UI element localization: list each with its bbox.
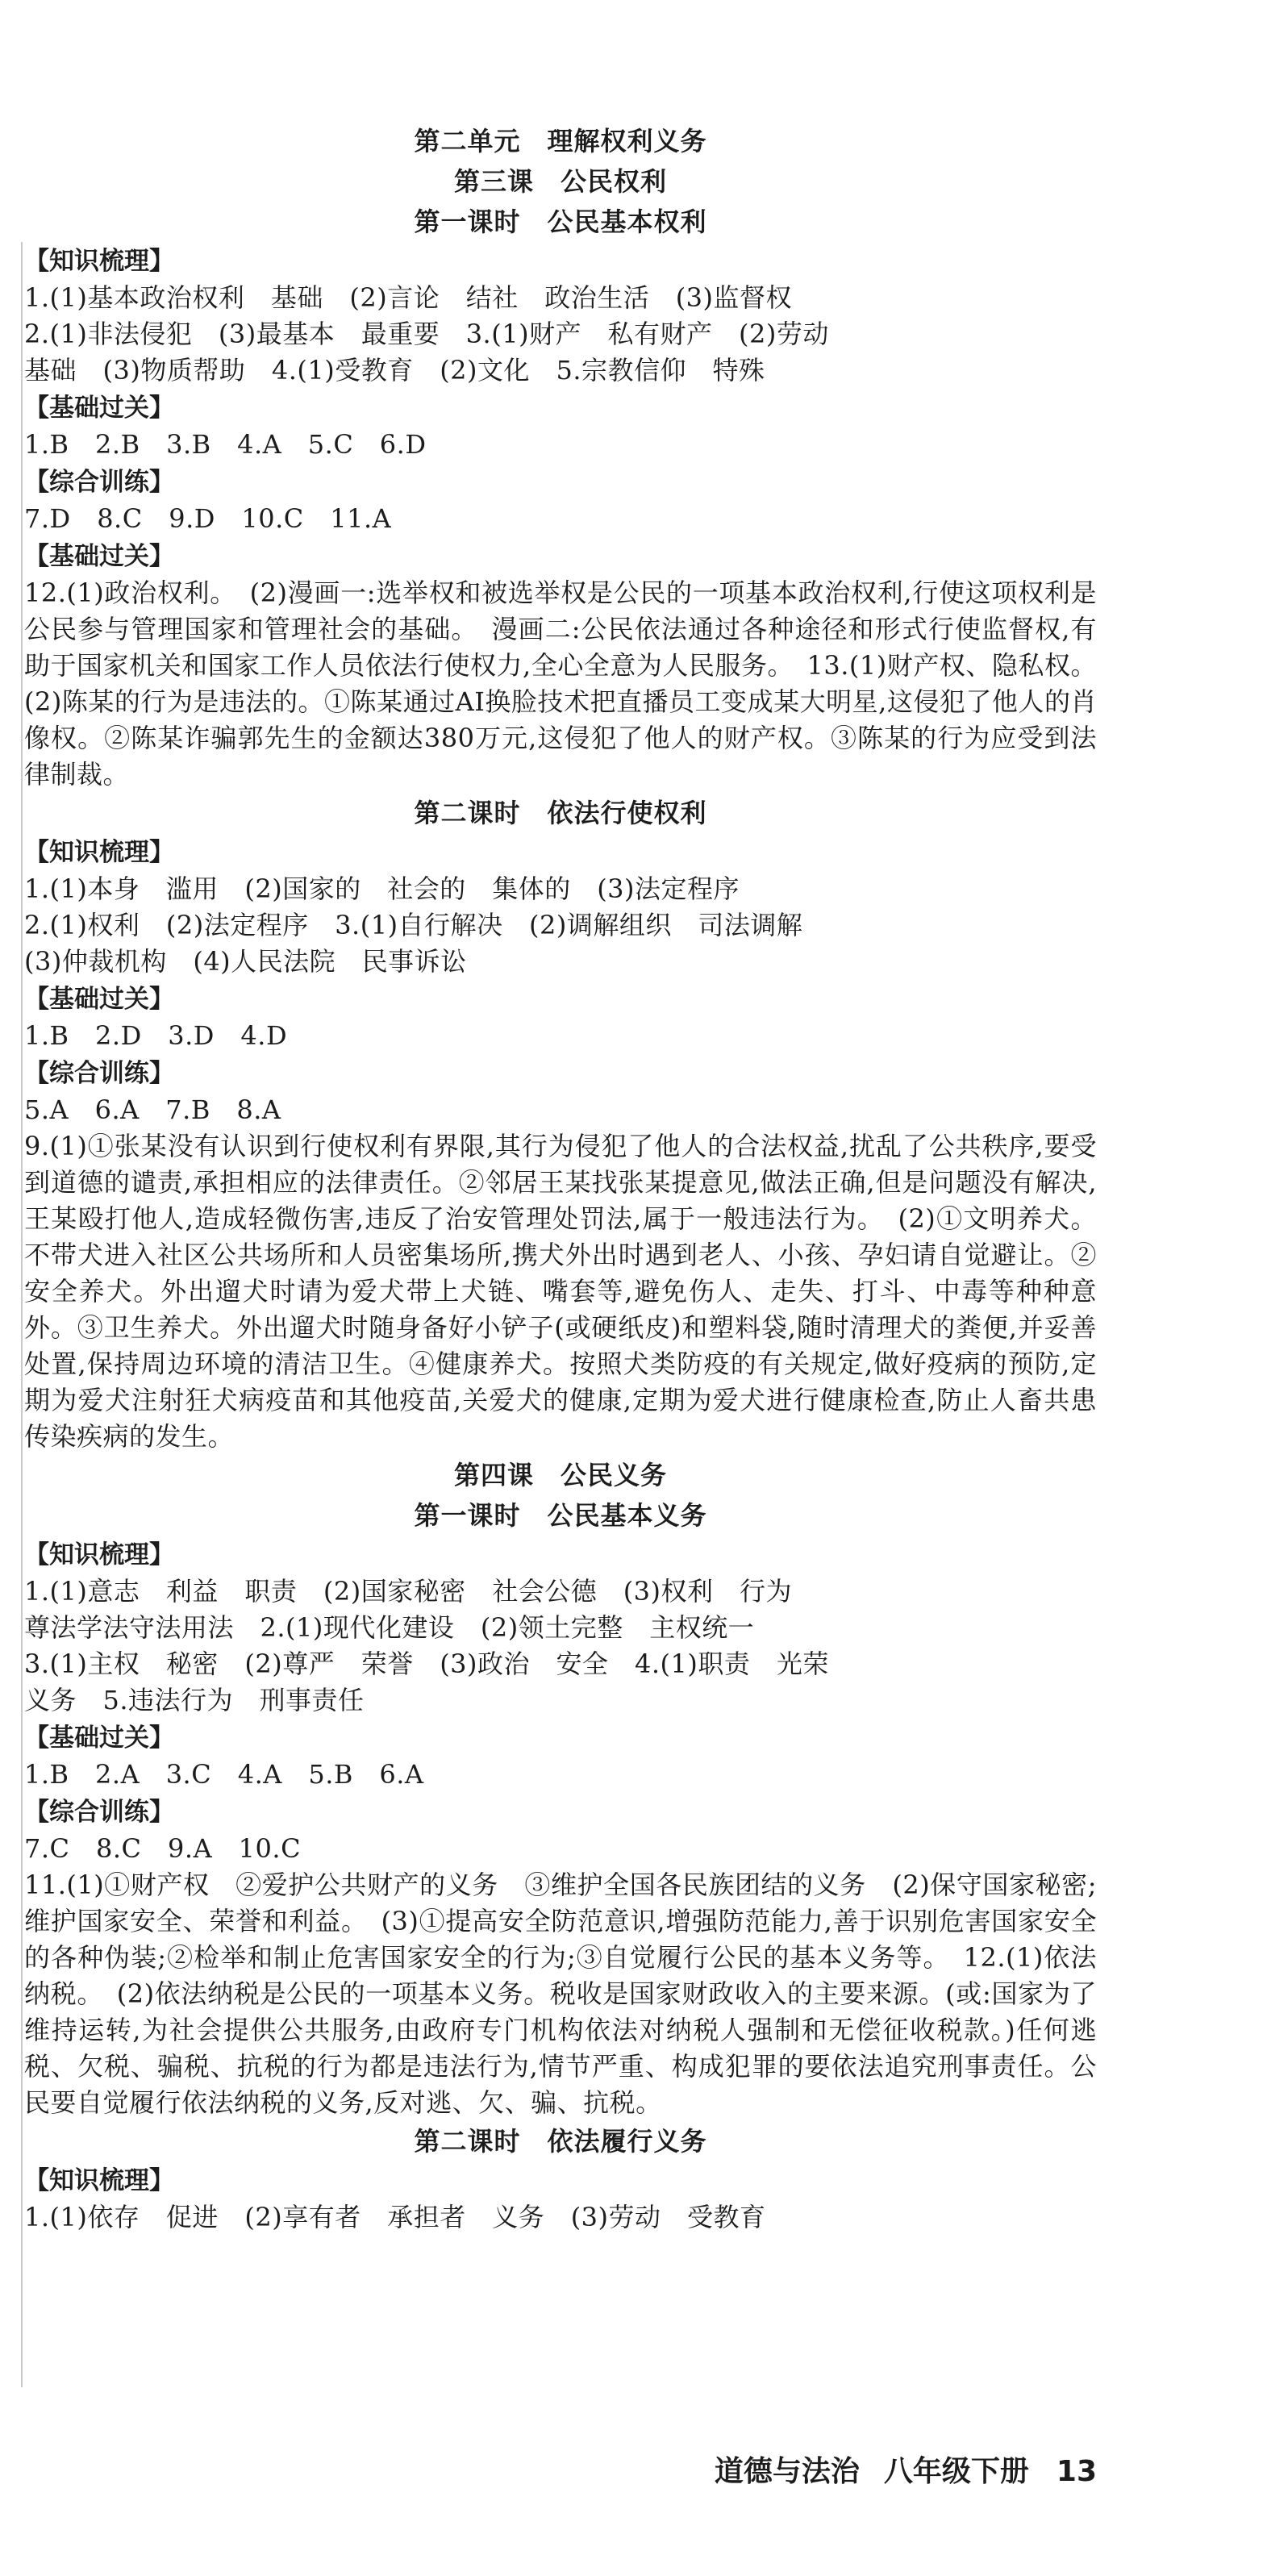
section-label: 【综合训练】 [24, 468, 174, 497]
answer-line: 1.(1)意志 利益 职责 (2)国家秘密 社会公德 (3)权利 行为 [24, 1576, 793, 1607]
section-label: 【基础过关】 [24, 985, 174, 1014]
page-number: 13 [1056, 2455, 1097, 2488]
answer-line: 基础 (3)物质帮助 4.(1)受教育 (2)文化 5.宗教信仰 特殊 [24, 355, 765, 386]
unit-title: 第二单元 理解权利义务 [414, 126, 707, 156]
section-label: 【知识梳理】 [24, 1540, 174, 1569]
section-label: 【知识梳理】 [24, 838, 174, 867]
lesson3-period2-answers [24, 835, 1097, 1455]
period-title: 第二课时 依法行使权利 [414, 798, 707, 828]
answer-line: 义务 5.违法行为 刑事责任 [24, 1685, 365, 1715]
answer-line: 5.A 6.A 7.B 8.A [24, 1094, 281, 1125]
answer-line: 1.(1)本身 滥用 (2)国家的 社会的 集体的 (3)法定程序 [24, 873, 740, 904]
section-label: 【基础过关】 [24, 1724, 174, 1753]
period-title: 第一课时 公民基本权利 [414, 206, 707, 237]
left-margin-rule [21, 242, 23, 2387]
answer-line: 尊法学法守法用法 2.(1)现代化建设 (2)领土完整 主权统一 [24, 1612, 755, 1643]
answer-line: (3)仲裁机构 (4)人民法院 民事诉讼 [24, 946, 467, 977]
answer-line: 2.(1)权利 (2)法定程序 3.(1)自行解决 (2)调解组织 司法调解 [24, 910, 803, 940]
answer-paragraph: 9.(1)①张某没有认识到行使权利有界限,其行为侵犯了他人的合法权益,扰乱了公共秩序,要受到道德的谴责,承担相应的法律责任。②邻居王某找张某提意见,做法正确,但是问题没有解决,王某殴打他人,造成轻微伤害,违反了治安管理处罚法,属于一般违法行为。 (2)①文明养犬。不带犬进入社区公共场所和人员密集场所,携犬外出时遇到老人、小孩、孕妇请自觉避让。②安全养犬。外出遛犬时请为爱犬带上犬链、嘴套等,避免伤人、走失、打斗、中毒等种种意外。③卫生养犬。外出遛犬时随身备好小铲子(或硬纸皮)和塑料袋,随时清理犬的粪便,并妥善处置,保持周边环境的清洁卫生。④健康养犬。按照犬类防疫的有关规定,做好疫病的预防,定期为爱犬注射狂犬病疫苗和其他疫苗,关爱犬的健康,定期为爱犬进行健康检查,防止人畜共患传染疾病的发生。 [24, 1131, 1097, 1452]
answer-line: 2.(1)非法侵犯 (3)最基本 最重要 3.(1)财产 私有财产 (2)劳动 [24, 319, 829, 349]
answer-page [24, 121, 1097, 2236]
section-label: 【综合训练】 [24, 1059, 174, 1088]
period-title: 第一课时 公民基本义务 [414, 1500, 707, 1531]
lesson-title: 第四课 公民义务 [453, 1460, 667, 1490]
section-label: 【基础过关】 [24, 542, 174, 571]
page-footer [0, 2452, 1097, 2492]
footer-grade: 八年级下册 [883, 2455, 1029, 2488]
answer-line: 1.B 2.B 3.B 4.A 5.C 6.D [24, 429, 427, 460]
answer-line: 3.(1)主权 秘密 (2)尊严 荣誉 (3)政治 安全 4.(1)职责 光荣 [24, 1649, 829, 1679]
footer-subject: 道德与法治 [714, 2455, 860, 2488]
answer-line: 1.(1)基本政治权利 基础 (2)言论 结社 政治生活 (3)监督权 [24, 282, 793, 313]
answer-line: 7.D 8.C 9.D 10.C 11.A [24, 503, 392, 534]
section-label: 【知识梳理】 [24, 2166, 174, 2195]
answer-paragraph: 12.(1)政治权利。 (2)漫画一:选举权和被选举权是公民的一项基本政治权利,行使这项权利是公民参与管理国家和管理社会的基础。 漫画二:公民依法通过各种途径和形式行使监督权,有助于国家机关和国家工作人员依法行使权力,全心全意为人民服务。 13.(1)财产权、隐私权。(2)陈某的行为是违法的。①陈某通过AI换脸技术把直播员工变成某大明星,这侵犯了他人的肖像权。②陈某诈骗郭先生的金额达380万元,这侵犯了他人的财产权。③陈某的行为应受到法律制裁。 [24, 577, 1097, 790]
answer-line: 1.B 2.A 3.C 4.A 5.B 6.A [24, 1759, 424, 1790]
answer-line: 1.B 2.D 3.D 4.D [24, 1020, 288, 1051]
lesson3-period1-answers [24, 244, 1097, 793]
section-label: 【知识梳理】 [24, 247, 174, 276]
lesson4-period1-answers [24, 1537, 1097, 2121]
answer-line: 7.C 8.C 9.A 10.C [24, 1833, 302, 1864]
lesson-title: 第三课 公民权利 [453, 166, 667, 197]
answer-line: 1.(1)依存 促进 (2)享有者 承担者 义务 (3)劳动 受教育 [24, 2202, 766, 2232]
answer-paragraph: 11.(1)①财产权 ②爱护公共财产的义务 ③维护全国各民族团结的义务 (2)保守国家秘密;维护国家安全、荣誉和利益。 (3)①提高安全防范意识,增强防范能力,善于识别危害国家安全的各种伪装;②检举和制止危害国家安全的行为;③自觉履行公民的基本义务等。 12.(1)依法纳税。 (2)依法纳税是公民的一项基本义务。税收是国家财政收入的主要来源。(或:国家为了维持运转,为社会提供公共服务,由政府专门机构依法对纳税人强制和无偿征收税款。)任何逃税、欠税、骗税、抗税的行为都是违法行为,情节严重、构成犯罪的要依法追究刑事责任。公民要自觉履行依法纳税的义务,反对逃、欠、骗、抗税。 [24, 1869, 1097, 2118]
section-label: 【基础过关】 [24, 394, 174, 423]
period-title: 第二课时 依法履行义务 [414, 2126, 707, 2157]
section-label: 【综合训练】 [24, 1798, 174, 1827]
lesson4-period2-answers [24, 2163, 1097, 2236]
